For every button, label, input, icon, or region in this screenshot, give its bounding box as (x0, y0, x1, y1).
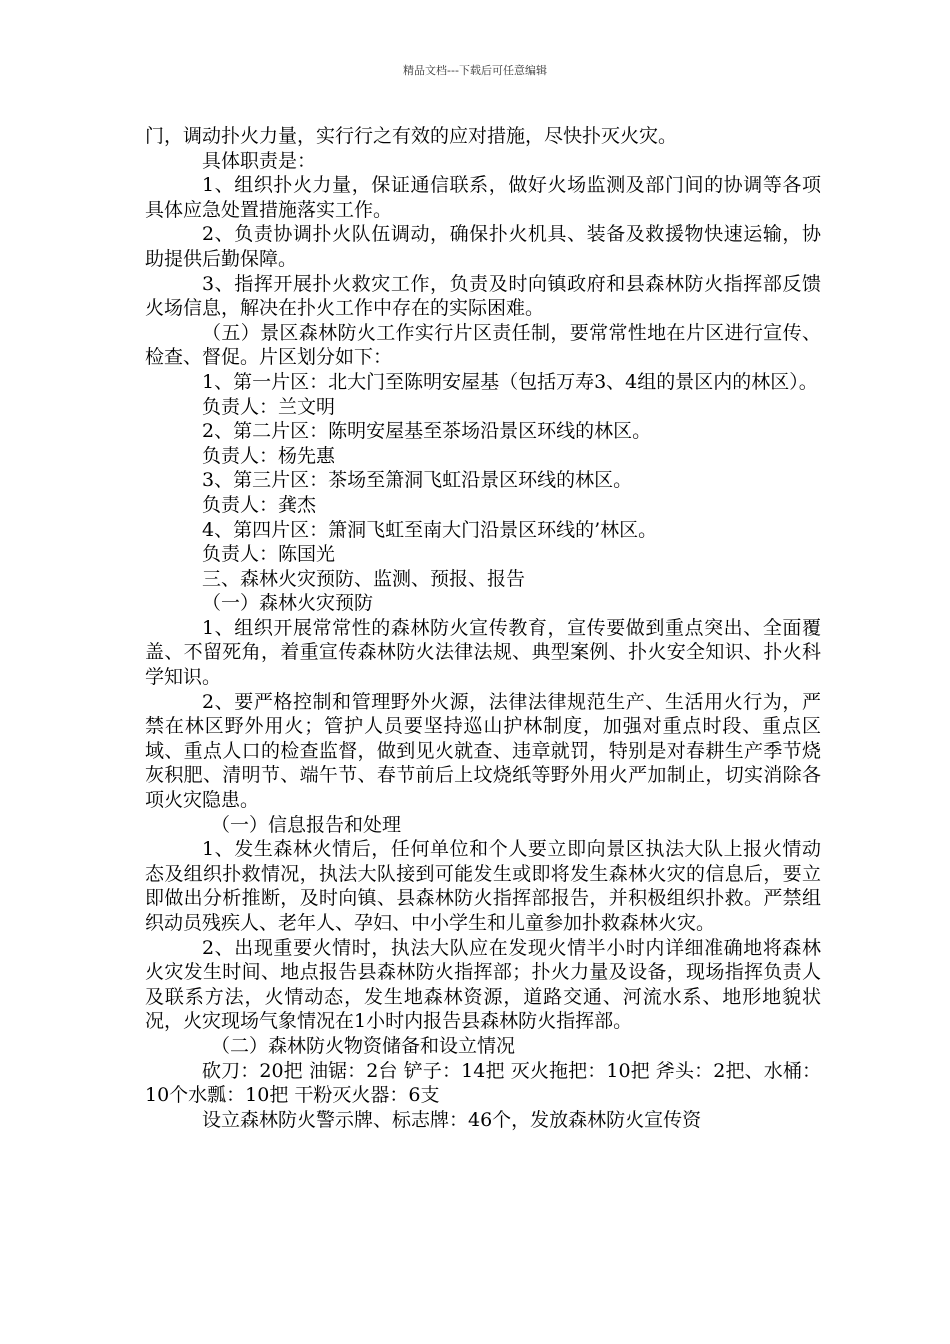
paragraph: 负责人：陈国光 (202, 543, 336, 566)
paragraph: 具体职责是： (202, 149, 317, 172)
paragraph: 1、发生森林火情后，任何单位和个人要立即向景区执法大队上报火情动态及组织扑救情况，执法大队接到可能发生或即将发生森林火灾的信息后，要立即做出分析推断，及时向镇、县森林防火指挥部报告，并积极组织扑救。严禁组织动员残疾人、老年人、孕妇、中小学生和儿童参加扑救森林火灾。 (145, 838, 821, 934)
paragraph: 1、组织扑火力量，保证通信联系，做好火场监测及部门间的协调等各项具体应急处置措施落实工作。 (145, 174, 821, 221)
paragraph: （一）森林火灾预防 (202, 592, 374, 615)
document-body (145, 124, 821, 1132)
paragraph: 1、组织开展常常性的森林防火宣传教育，宣传要做到重点突出、全面覆盖、不留死角，着重宣传森林防火法律法规、典型案例、扑火安全知识、扑火科学知识。 (145, 616, 821, 689)
paragraph: （五）景区森林防火工作实行片区责任制，要常常性地在片区进行宣传、检查、督促。片区划分如下： (145, 321, 821, 369)
paragraph: 砍刀：20把 油锯：2台 铲子：14把 灭火拖把：10把 斧头：2把、水桶：10个水瓢：10把 干粉灭火器：6支 (145, 1059, 821, 1107)
paragraph: 2、负责协调扑火队伍调动，确保扑火机具、装备及救援物快速运输，协助提供后勤保障。 (145, 223, 821, 270)
paragraph: 负责人：杨先惠 (202, 444, 336, 467)
paragraph: 负责人：龚杰 (202, 493, 317, 516)
paragraph: 2、出现重要火情时，执法大队应在发现火情半小时内详细准确地将森林火灾发生时间、地点报告县森林防火指挥部；扑火力量及设备，现场指挥负责人及联系方法，火情动态，发生地森林资源，道路交通、河流水系、地形地貌状况，火灾现场气象情况在1小时内报告县森林防火指挥部。 (145, 936, 821, 1033)
page-header: 精品文档---下载后可任意编辑 (403, 64, 547, 77)
paragraph: 1、第一片区：北大门至陈明安屋基（包括万寿3、4组的景区内的林区）。 (202, 370, 818, 393)
paragraph: 3、指挥开展扑火救灾工作，负责及时向镇政府和县森林防火指挥部反馈火场信息，解决在扑火工作中存在的实际困难。 (145, 272, 821, 320)
paragraph: 2、要严格控制和管理野外火源，法律法律规范生产、生活用火行为，严禁在林区野外用火；管护人员要坚持巡山护林制度，加强对重点时段、重点区域、重点人口的检查监督，做到见火就查、违章就罚，特别是对春耕生产季节烧灰积肥、清明节、端午节、春节前后上坟烧纸等野外用火严加制止，切实消除各项火灾隐患。 (145, 690, 821, 812)
paragraph: 设立森林防火警示牌、标志牌：46个，发放森林防火宣传资 (202, 1108, 702, 1131)
paragraph: （一）信息报告和处理 (211, 813, 402, 836)
paragraph: 门，调动扑火力量，实行行之有效的应对措施，尽快扑灭火灾。 (145, 125, 678, 147)
paragraph: （二）森林防火物资储备和设立情况 (211, 1034, 516, 1057)
paragraph: 2、第二片区：陈明安屋基至茶场沿景区环线的林区。 (202, 420, 652, 443)
paragraph: 负责人：兰文明 (202, 395, 336, 418)
paragraph: 3、第三片区：茶场至箫洞飞虹沿景区环线的林区。 (202, 469, 633, 492)
paragraph: 三、森林火灾预防、监测、预报、报告 (202, 567, 526, 590)
paragraph: 4、第四片区：箫洞飞虹至南大门沿景区环线的’林区。 (202, 518, 658, 541)
